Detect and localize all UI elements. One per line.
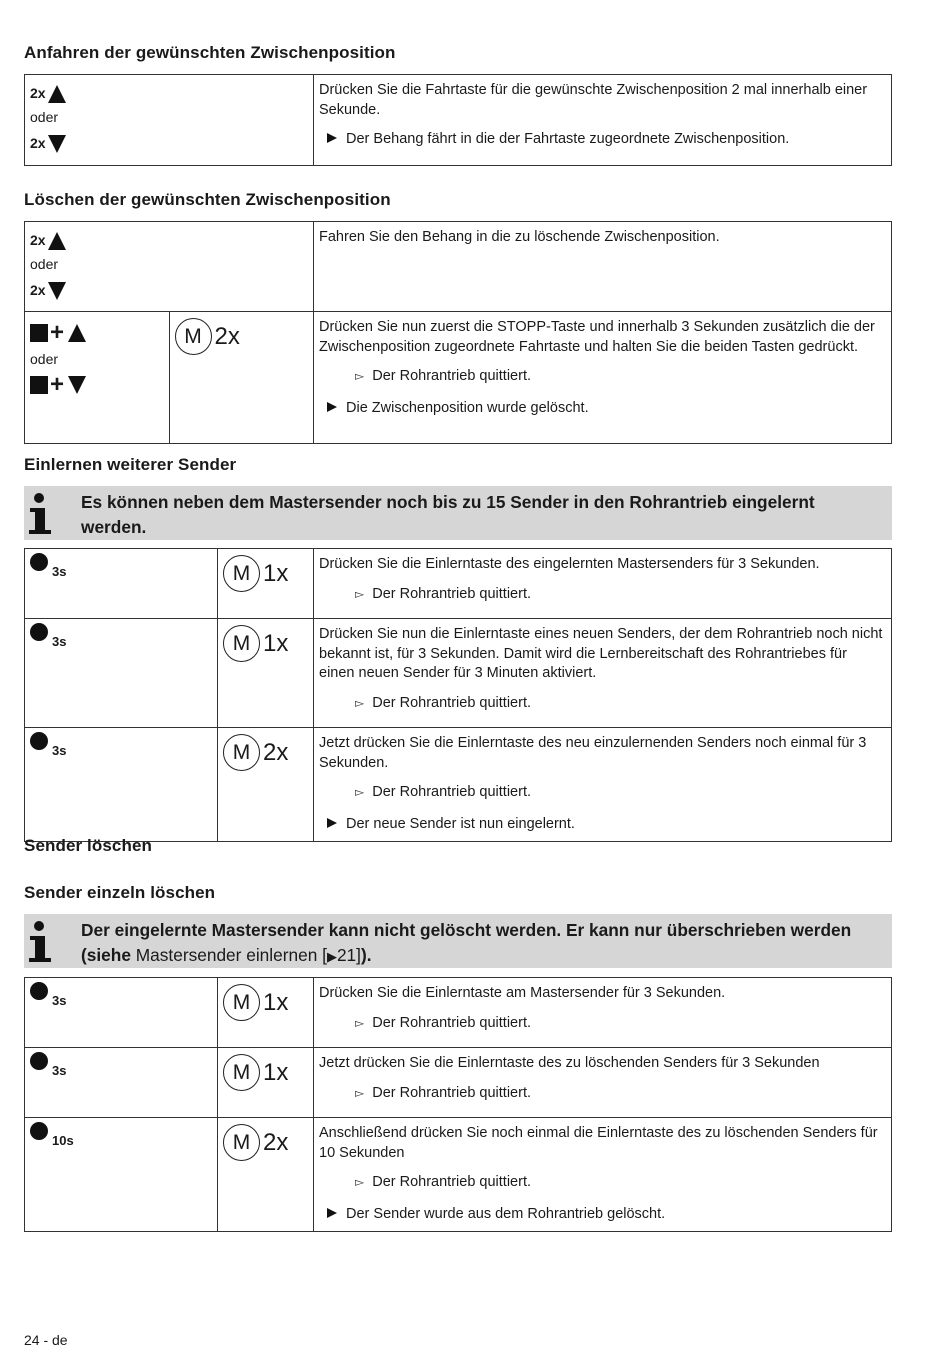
key-cell — [25, 1048, 218, 1118]
down-arrow-icon — [48, 282, 66, 300]
learn-button-icon — [30, 732, 48, 750]
sub-text: Der Rohrantrieb quittiert. — [372, 1174, 531, 1190]
duration: 10s — [52, 1133, 74, 1148]
section-title-einlernen: Einlernen weiterer Sender — [24, 455, 237, 474]
m-button-icon: M — [223, 984, 260, 1021]
m-button-icon: M — [223, 734, 260, 771]
m-count: 2x — [263, 1128, 289, 1156]
m-button-icon: M — [223, 555, 260, 592]
sub-text: Der Rohrantrieb quittiert. — [372, 1014, 531, 1031]
m-count: 1x — [263, 988, 289, 1016]
result-text: Der neue Sender ist nun eingelernt. — [346, 815, 575, 832]
m-cell — [218, 978, 314, 1048]
section-title-sender-loeschen: Sender löschen — [24, 836, 152, 855]
key-cell — [25, 312, 170, 444]
instruction-cell — [314, 549, 892, 619]
m-cell — [169, 312, 314, 444]
instruction-cell — [314, 222, 892, 312]
sub-text: Der Rohrantrieb quittiert. — [372, 585, 531, 602]
section-title-anfahren: Anfahren der gewünschten Zwischenposition — [24, 43, 396, 62]
learn-button-icon — [30, 623, 48, 641]
key-cell — [25, 978, 218, 1048]
key-cell — [25, 75, 314, 166]
sub-text: Der Rohrantrieb quittiert. — [372, 784, 531, 800]
table-row — [25, 728, 892, 842]
sub-arrow-icon: ▻ — [355, 1175, 365, 1189]
sub-arrow-icon: ▻ — [355, 695, 365, 710]
learn-button-icon — [30, 553, 48, 571]
instruction-cell — [314, 619, 892, 728]
duration: 3s — [52, 743, 67, 758]
duration: 3s — [52, 634, 67, 649]
instruction-text: Drücken Sie nun die Einlerntaste eines neuen Senders, der dem Rohrantrieb noch nicht bekannt ist, für 3 Sekunden. Damit wird die Lernbereitschaft des Rohrantriebes für einen neuen Sender für 3 Minuten aktiviert. — [319, 626, 883, 681]
m-button-icon: M — [223, 625, 260, 662]
duration: 3s — [52, 1063, 67, 1078]
result-arrow-icon — [327, 133, 337, 143]
table-anfahren — [24, 74, 892, 166]
instruction-text: Anschließend drücken Sie noch einmal die Einlerntaste des zu löschenden Senders für 10 Sekunden — [319, 1125, 878, 1161]
key-cell — [25, 728, 218, 842]
table-row — [25, 1048, 892, 1118]
m-count: 1x — [263, 559, 289, 587]
result-arrow-icon — [327, 1208, 337, 1218]
down-arrow-icon — [48, 135, 66, 153]
m-button-icon: M — [175, 318, 212, 355]
m-count: 2x — [214, 322, 240, 350]
info-text: Es können neben dem Mastersender noch bis zu 15 Sender in den Rohrantrieb eingelernt werden. — [81, 492, 815, 537]
section-subtitle-einzeln-loeschen: Sender einzeln löschen — [24, 883, 216, 902]
info-link[interactable]: Mastersender einlernen [ — [135, 944, 327, 965]
plus-icon: + — [50, 319, 65, 346]
page-number: 24 - de — [24, 1332, 68, 1348]
sub-arrow-icon: ▻ — [355, 1085, 365, 1100]
instruction-cell — [314, 728, 892, 842]
table-sender-loeschen — [24, 977, 892, 1232]
key-count: 2x — [30, 282, 46, 299]
instruction-text: Jetzt drücken Sie die Einlerntaste des neu einzulernenden Senders noch einmal für 3 Sekunden. — [319, 735, 867, 771]
learn-button-icon — [30, 982, 48, 1000]
learn-button-icon — [30, 1122, 48, 1140]
info-text — [81, 918, 880, 969]
m-cell — [218, 619, 314, 728]
instruction-text: Fahren Sie den Behang in die zu löschende Zwischenposition. — [319, 229, 720, 245]
info-end: ). — [360, 944, 372, 965]
result-text: Der Sender wurde aus dem Rohrantrieb gelöscht. — [346, 1205, 666, 1222]
info-page[interactable]: 21] — [336, 944, 361, 965]
result-text: Die Zwischenposition wurde gelöscht. — [346, 399, 589, 416]
instruction-text: Jetzt drücken Sie die Einlerntaste des zu löschenden Senders für 3 Sekunden — [319, 1055, 820, 1071]
table-row — [25, 222, 892, 312]
m-cell — [218, 728, 314, 842]
info-bold-text: Der eingelernte Mastersender kann nicht gelöscht werden. Er kann nur überschrieben werden (siehe — [81, 920, 852, 965]
stop-square-icon — [30, 324, 48, 342]
instruction-cell — [314, 75, 892, 166]
info-box — [24, 486, 892, 540]
m-cell — [218, 549, 314, 619]
m-button-icon: M — [223, 1054, 260, 1091]
key-count: 2x — [30, 135, 46, 152]
up-arrow-icon — [48, 232, 66, 250]
key-cell — [25, 222, 314, 312]
table-row — [25, 978, 892, 1048]
result-arrow-icon — [327, 818, 337, 828]
m-count: 1x — [263, 1058, 289, 1086]
instruction-text: Drücken Sie die Einlerntaste des eingelernten Mastersenders für 3 Sekunden. — [319, 556, 820, 572]
or-label: oder — [30, 351, 59, 367]
m-count: 1x — [263, 629, 289, 657]
result-text: Der Behang fährt in die der Fahrtaste zugeordnete Zwischenposition. — [346, 131, 790, 147]
table-row — [25, 312, 892, 444]
m-button-icon: M — [223, 1124, 260, 1161]
table-row — [25, 619, 892, 728]
key-cell — [25, 1118, 218, 1232]
key-count: 2x — [30, 85, 46, 102]
section-title-loeschen-zwischenposition: Löschen der gewünschten Zwischenposition — [24, 190, 391, 209]
info-icon — [26, 920, 54, 964]
sub-text: Der Rohrantrieb quittiert. — [372, 368, 531, 384]
learn-button-icon — [30, 1052, 48, 1070]
instruction-cell — [314, 1048, 892, 1118]
key-cell — [25, 619, 218, 728]
table-loeschen-zwischenposition — [24, 221, 892, 444]
sub-arrow-icon: ▻ — [355, 785, 365, 799]
down-arrow-icon — [68, 376, 86, 394]
instruction-cell — [314, 978, 892, 1048]
plus-icon: + — [50, 371, 65, 398]
instruction-cell — [314, 1118, 892, 1232]
instruction-text: Drücken Sie die Einlerntaste am Mastersender für 3 Sekunden. — [319, 985, 726, 1001]
sub-arrow-icon: ▻ — [355, 369, 365, 383]
key-cell — [25, 549, 218, 619]
instruction-cell — [314, 312, 892, 444]
page-ref-arrow-icon: ▶ — [326, 948, 337, 964]
duration: 3s — [52, 993, 67, 1008]
sub-text: Der Rohrantrieb quittiert. — [372, 1084, 531, 1101]
m-cell — [218, 1118, 314, 1232]
sub-text: Der Rohrantrieb quittiert. — [372, 694, 531, 711]
key-count: 2x — [30, 232, 46, 249]
m-cell — [218, 1048, 314, 1118]
duration: 3s — [52, 564, 67, 579]
result-arrow-icon — [327, 402, 337, 412]
sub-arrow-icon: ▻ — [355, 1015, 365, 1030]
sub-arrow-icon: ▻ — [355, 586, 365, 601]
up-arrow-icon — [68, 324, 86, 342]
stop-square-icon — [30, 376, 48, 394]
table-row — [25, 549, 892, 619]
m-count: 2x — [263, 738, 289, 766]
instruction-text: Drücken Sie nun zuerst die STOPP-Taste und innerhalb 3 Sekunden zusätzlich die der Zwischenposition zugeordnete Fahrtaste und halten Sie die beiden Tasten gedrückt. — [319, 319, 875, 355]
table-einlernen — [24, 548, 892, 842]
instruction-text: Drücken Sie die Fahrtaste für die gewünschte Zwischenposition 2 mal innerhalb einer Sekunde. — [319, 82, 868, 118]
up-arrow-icon — [48, 85, 66, 103]
table-row — [25, 1118, 892, 1232]
info-icon — [26, 492, 54, 536]
table-row — [25, 75, 892, 166]
or-label: oder — [30, 109, 59, 125]
or-label: oder — [30, 256, 59, 272]
info-box — [24, 914, 892, 968]
